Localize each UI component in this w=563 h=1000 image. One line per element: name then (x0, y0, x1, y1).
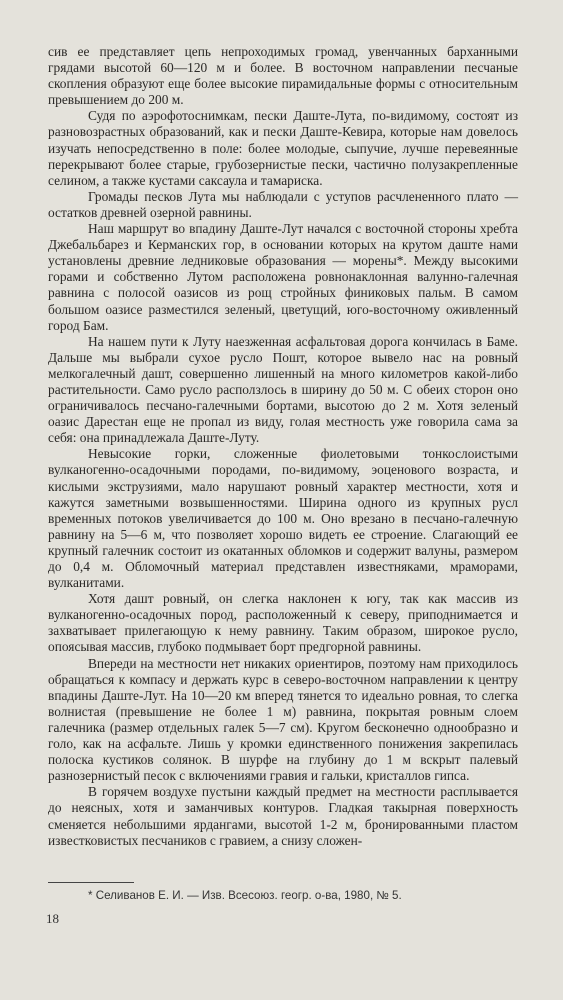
paragraph: В горячем воздухе пустыни каждый предмет на местности расплывается до неясных, хотя и заманчивых контуров. Гладкая такырная поверхность сменяется небольшими ярдангами, высотой 1-2 м, бронированными пластом известковистых песчаников с гравием, а снизу сложен- (48, 784, 518, 848)
footnote: * Селиванов Е. И. — Изв. Всесоюз. геогр. о-ва, 1980, № 5. (88, 889, 402, 902)
body-text (48, 44, 518, 849)
paragraph: Впереди на местности нет никаких ориентиров, поэтому нам приходилось обращаться к компасу и держать курс в северо-восточном направлении к центру впадины Даште-Лут. На 10—20 км вперед тянется то идеально ровная, то слегка волнистая (превышение не более 1 м) равнина, покрытая ровным слоем галечника (размер отдельных галек 5—7 см). Кругом бесконечно однообразно и голо, как на асфальте. Лишь у кромки единственного понижения закрепилась полоска кустиков солянок. В шурфе на глубину до 1 м вскрыт палевый разнозернистый песок с включениями гравия и гальки, кристаллов гипса. (48, 655, 518, 784)
paragraph: Громады песков Лута мы наблюдали с уступов расчлененного плато — остатков древней озерной равнины. (48, 188, 518, 220)
page-number: 18 (46, 911, 59, 926)
paragraph: На нашем пути к Луту наезженная асфальтовая дорога кончилась в Баме. Дальше мы выбрали сухое русло Пошт, которое вывело нас на ровный мелкогалечный дашт, совершенно лишенный на много километров какой-либо растительности. Само русло расползлось в ширину до 50 м. С обеих сторон оно ограничивалось песчано-галечными бортами, высотою до 2 м. Хотя зеленый оазис Дарестан еще не пропал из виду, голая местность уже говорила сама за себя: она принадлежала Даште-Луту. (48, 333, 518, 446)
paragraph: Судя по аэрофотоснимкам, пески Даште-Лута, по-видимому, состоят из разновозрастных образований, как и пески Даште-Кевира, которые нам довелось изучать непосредственно в поле: более молодые, сыпучие, лучше перевеянные перекрывают более старые, грубозернистые пески, частично полузакрепленные селином, а также кустами саксаула и тамариска. (48, 108, 518, 188)
paragraph: Невысокие горки, сложенные фиолетовыми тонкослоистыми вулканогенно-осадочными породами, по-видимому, эоценового возраста, и кислыми экструзиями, мало нарушают ровный характер местности, хотя и кажутся заметными возвышенностями. Ширина одного из крупных русл временных потоков увеличивается до 100 м. Оно врезано в песчано-галечную равнину на 5—6 м, что позволяет хорошо видеть ее строение. Слагающий ее крупный галечник состоит из окатанных обломков и содержит валуны, размером до 0,4 м. Обломочный материал представлен известняками, мраморами, вулканитами. (48, 446, 518, 591)
footnote-divider (48, 882, 134, 883)
paragraph: Наш маршрут во впадину Даште-Лут начался с восточной стороны хребта Джебальбарез и Керманских гор, в основании которых на крутом даште нами установлены древние ледниковые образования — морены*. Между высокими горами и собственно Лутом расположена ровнонаклонная валунно-галечная равнина с полосой оазисов из рощ стройных финиковых пальм. В самом большом оазисе разместился зеленый, цветущий, юго-восточному оживленный город Бам. (48, 221, 518, 333)
paragraph: сив ее представляет цепь непроходимых громад, увенчанных барханными грядами высотой 60—120 м и более. В восточном направлении песчаные скопления образуют еще более высокие пирамидальные формы с относительным превышением до 200 м. (48, 44, 518, 108)
paragraph: Хотя дашт ровный, он слегка наклонен к югу, так как массив из вулканогенно-осадочных пород, расположенный к северу, приподнимается и захватывает прилегающую к нему равнину. Таким образом, широкое русло, опоясывая массив, глубоко подмывает борт предгорной равнины. (48, 591, 518, 655)
